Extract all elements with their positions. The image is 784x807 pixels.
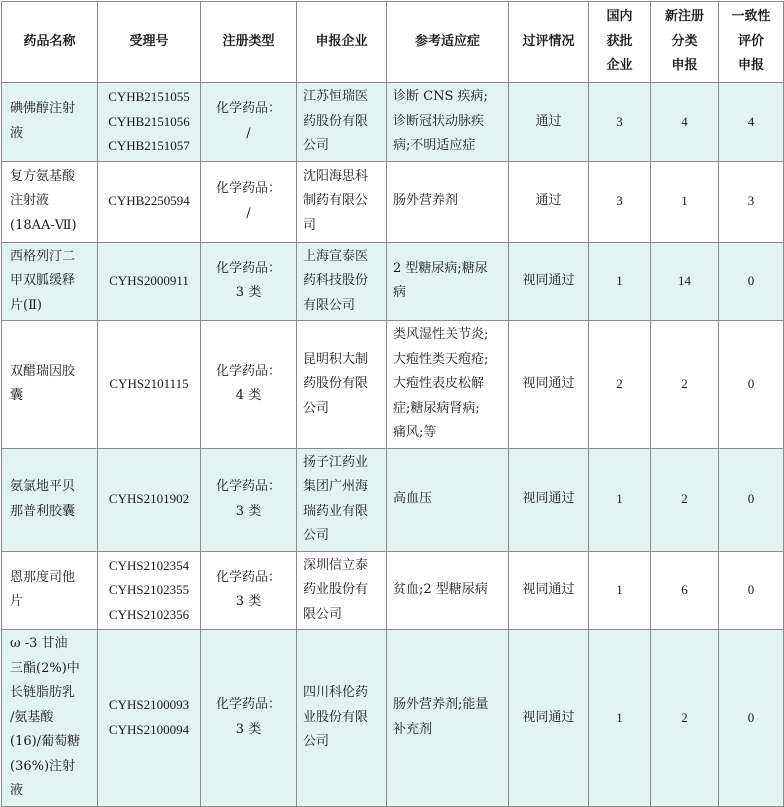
cell-text-line: CYHS2102355 — [108, 582, 190, 597]
cell-text-line: 恩那度司他 — [10, 569, 76, 585]
cell-text-line: 药业股份有 — [303, 582, 369, 597]
header-text-line: 新注册 — [664, 9, 704, 25]
header-text-line: 分类 — [671, 33, 698, 49]
consistency-evaluation-cell: 3 — [719, 161, 784, 242]
header-domestic-approved — [589, 2, 651, 83]
header-text-line: 申报企业 — [315, 33, 368, 49]
cell-text-line: 贫血;2 型糖尿病 — [393, 582, 488, 597]
acceptance-no-cell — [98, 630, 201, 807]
cell-text-line: 化学药品： — [215, 479, 281, 494]
cell-text-line: /氨基酸 — [10, 709, 54, 725]
registration-type-cell — [201, 242, 297, 321]
cell-text-line: 化学药品： — [215, 181, 281, 196]
drug-name-cell — [2, 83, 98, 162]
header-text-line: 申报 — [737, 58, 764, 74]
header-acceptance-no — [98, 2, 201, 83]
table-row — [2, 242, 784, 321]
cell-text-line: 集团广州海 — [303, 479, 369, 494]
acceptance-no-cell — [98, 551, 201, 630]
cell-text-line: 注射液 — [10, 193, 50, 209]
cell-text-line: CYHS2000911 — [109, 273, 189, 288]
cell-text-line: 公司 — [303, 734, 330, 749]
cell-text-line: 公司 — [303, 138, 330, 153]
cell-text-line: 双醋瑞因胶 — [10, 363, 76, 379]
cell-text-line: 2 型糖尿病;糖尿 — [393, 260, 488, 276]
cell-text-line: 3 类 — [235, 503, 262, 519]
table-row — [2, 630, 784, 807]
cell-text-line: 化学药品： — [215, 260, 281, 276]
cell-text-line: 公司 — [303, 400, 330, 416]
header-text-line: 注册类型 — [222, 33, 275, 49]
cell-text-line: 3 类 — [235, 285, 262, 301]
cell-text-line: 瑞药业有限 — [303, 503, 369, 519]
drug-name-cell — [2, 321, 98, 449]
cell-text-line: 四川科伦药 — [303, 685, 369, 700]
cell-text-line: 片 — [10, 594, 24, 610]
header-review-status — [509, 2, 589, 83]
new-registration-cell: 1 — [651, 161, 719, 242]
cell-text-line: 补充剂 — [393, 721, 433, 737]
cell-text-line: CYHS2102356 — [108, 606, 190, 622]
cell-text-line: CYHB2151055 — [108, 89, 190, 104]
cell-text-line: / — [246, 125, 251, 141]
header-text-line: 申报 — [671, 58, 698, 74]
cell-text-line: (36%)注射 — [10, 758, 76, 774]
cell-text-line: 上海宣泰医 — [303, 248, 369, 264]
indication-cell — [387, 161, 509, 242]
new-registration-cell: 2 — [651, 448, 719, 551]
cell-text-line: 大疱性类天疱疮; — [393, 351, 489, 367]
header-text-line: 获批 — [606, 33, 633, 49]
drug-name-cell — [2, 630, 98, 807]
table-row — [2, 448, 784, 551]
new-registration-cell: 4 — [651, 83, 719, 162]
drug-name-cell — [2, 242, 98, 321]
applicant-company-cell — [297, 630, 387, 807]
domestic-approved-cell: 1 — [589, 448, 651, 551]
registration-type-cell — [201, 630, 297, 807]
cell-text-line: 类风湿性关节炎; — [393, 327, 489, 342]
cell-text-line: 江苏恒瑞医 — [303, 89, 369, 104]
acceptance-no-cell — [98, 321, 201, 449]
review-status-cell: 视同通过 — [509, 448, 589, 551]
table-header-row — [2, 2, 784, 83]
header-text-line: 评价 — [737, 33, 764, 49]
consistency-evaluation-cell: 0 — [719, 242, 784, 321]
cell-text-line: 囊 — [10, 388, 24, 404]
cell-text-line: 制药有限公 — [303, 193, 369, 209]
cell-text-line: CYHS2100094 — [108, 721, 190, 737]
cell-text-line: 长链脂肪乳 — [10, 685, 76, 700]
cell-text-line: 司 — [303, 217, 317, 233]
new-registration-cell: 6 — [651, 551, 719, 630]
new-registration-cell: 2 — [651, 630, 719, 807]
applicant-company-cell — [297, 242, 387, 321]
cell-text-line: 病;不明适应症 — [393, 138, 476, 153]
header-text-line: 过评情况 — [522, 33, 575, 49]
cell-text-line: 复方氨基酸 — [10, 168, 76, 184]
indication-cell — [387, 630, 509, 807]
cell-text-line: 痛风;等 — [393, 425, 437, 440]
domestic-approved-cell: 1 — [589, 551, 651, 630]
acceptance-no-cell — [98, 161, 201, 242]
cell-text-line: 症;糖尿病肾病; — [393, 400, 480, 416]
cell-text-line: 西格列汀二 — [10, 248, 76, 264]
cell-text-line: 诊断冠状动脉疾 — [393, 113, 485, 129]
cell-text-line: 甲双胍缓释 — [10, 273, 76, 288]
indication-cell — [387, 83, 509, 162]
review-status-cell: 通过 — [509, 161, 589, 242]
drug-name-cell — [2, 448, 98, 551]
consistency-evaluation-cell: 0 — [719, 448, 784, 551]
header-new-registration — [651, 2, 719, 83]
indication-cell — [387, 321, 509, 449]
indication-cell — [387, 551, 509, 630]
domestic-approved-cell: 3 — [589, 161, 651, 242]
header-applicant-company — [297, 2, 387, 83]
cell-text-line: 3 类 — [235, 594, 262, 610]
review-status-cell: 视同通过 — [509, 551, 589, 630]
cell-text-line: (18AA-Ⅶ) — [10, 217, 77, 233]
header-text-line: 企业 — [606, 58, 633, 74]
cell-text-line: 片(Ⅱ) — [10, 297, 42, 313]
cell-text-line: 公司 — [303, 528, 330, 543]
cell-text-line: 药科技股份 — [303, 273, 369, 288]
applicant-company-cell — [297, 83, 387, 162]
applicant-company-cell — [297, 321, 387, 449]
cell-text-line: CYHS2102354 — [108, 557, 190, 573]
cell-text-line: / — [246, 205, 251, 221]
cell-text-line: 氨氯地平贝 — [10, 479, 76, 494]
header-text-line: 受理号 — [129, 33, 169, 49]
acceptance-no-cell — [98, 83, 201, 162]
cell-text-line: 有限公司 — [303, 297, 356, 313]
cell-text-line: 碘佛醇注射 — [10, 101, 76, 117]
cell-text-line: 高血压 — [393, 491, 433, 507]
table-row — [2, 551, 784, 630]
cell-text-line: CYHS2101902 — [108, 491, 190, 507]
acceptance-no-cell — [98, 242, 201, 321]
registration-type-cell — [201, 83, 297, 162]
drug-name-cell — [2, 551, 98, 630]
domestic-approved-cell: 3 — [589, 83, 651, 162]
new-registration-cell: 2 — [651, 321, 719, 449]
registration-type-cell — [201, 321, 297, 449]
cell-text-line: 三酯(2%)中 — [10, 660, 80, 676]
cell-text-line: 3 类 — [235, 721, 262, 737]
cell-text-line: 化学药品： — [215, 569, 281, 585]
cell-text-line: 化学药品： — [215, 363, 281, 379]
header-drug-name — [2, 2, 98, 83]
cell-text-line: 病 — [393, 285, 407, 301]
cell-text-line: 大疱性表皮松解 — [393, 376, 485, 391]
cell-text-line: CYHS2101115 — [109, 376, 189, 391]
header-indication — [387, 2, 509, 83]
cell-text-line: 昆明积大制 — [303, 351, 369, 367]
acceptance-no-cell — [98, 448, 201, 551]
cell-text-line: CYHS2100093 — [108, 697, 190, 713]
review-status-cell: 通过 — [509, 83, 589, 162]
cell-text-line: 药股份有限 — [303, 376, 369, 391]
header-text-line: 国内 — [606, 9, 633, 25]
cell-text-line: CYHB2151056 — [108, 113, 190, 129]
consistency-evaluation-cell: 0 — [719, 321, 784, 449]
cell-text-line: 液 — [10, 783, 24, 798]
cell-text-line: 肠外营养剂 — [393, 193, 459, 209]
registration-type-cell — [201, 448, 297, 551]
consistency-evaluation-cell: 4 — [719, 83, 784, 162]
registration-type-cell — [201, 161, 297, 242]
new-registration-cell: 14 — [651, 242, 719, 321]
consistency-evaluation-cell: 0 — [719, 551, 784, 630]
cell-text-line: 药股份有限 — [303, 113, 369, 129]
cell-text-line: 液 — [10, 125, 24, 141]
cell-text-line: 化学药品： — [215, 697, 281, 713]
indication-cell — [387, 242, 509, 321]
cell-text-line: 深圳信立泰 — [303, 557, 369, 573]
cell-text-line: (16)/葡萄糖 — [10, 734, 81, 749]
cell-text-line: CYHB2151057 — [108, 138, 190, 153]
header-text-line: 参考适应症 — [414, 33, 480, 49]
domestic-approved-cell: 1 — [589, 630, 651, 807]
review-status-cell: 视同通过 — [509, 630, 589, 807]
cell-text-line: 诊断 CNS 疾病; — [393, 89, 488, 104]
cell-text-line: 业股份有限 — [303, 709, 369, 725]
drug-name-cell — [2, 161, 98, 242]
table-body — [2, 83, 784, 807]
applicant-company-cell — [297, 448, 387, 551]
cell-text-line: 扬子江药业 — [303, 454, 369, 470]
header-text-line: 一致性 — [731, 9, 771, 25]
review-status-cell: 视同通过 — [509, 242, 589, 321]
table-row — [2, 161, 784, 242]
review-status-cell: 视同通过 — [509, 321, 589, 449]
cell-text-line: 那普利胶囊 — [10, 503, 76, 519]
indication-cell — [387, 448, 509, 551]
cell-text-line: 沈阳海思科 — [303, 168, 369, 184]
drug-approval-table — [1, 1, 784, 807]
table-row — [2, 83, 784, 162]
header-text-line: 药品名称 — [23, 33, 76, 49]
domestic-approved-cell: 1 — [589, 242, 651, 321]
cell-text-line: 4 类 — [235, 388, 262, 404]
domestic-approved-cell: 2 — [589, 321, 651, 449]
cell-text-line: ω -3 甘油 — [10, 636, 68, 651]
header-registration-type — [201, 2, 297, 83]
cell-text-line: 肠外营养剂;能量 — [393, 697, 489, 713]
applicant-company-cell — [297, 161, 387, 242]
registration-type-cell — [201, 551, 297, 630]
cell-text-line: 限公司 — [303, 606, 343, 622]
cell-text-line: 化学药品： — [215, 101, 281, 117]
table-row — [2, 321, 784, 449]
applicant-company-cell — [297, 551, 387, 630]
cell-text-line: CYHB2250594 — [108, 193, 190, 209]
header-consistency-evaluation — [719, 2, 784, 83]
consistency-evaluation-cell: 0 — [719, 630, 784, 807]
